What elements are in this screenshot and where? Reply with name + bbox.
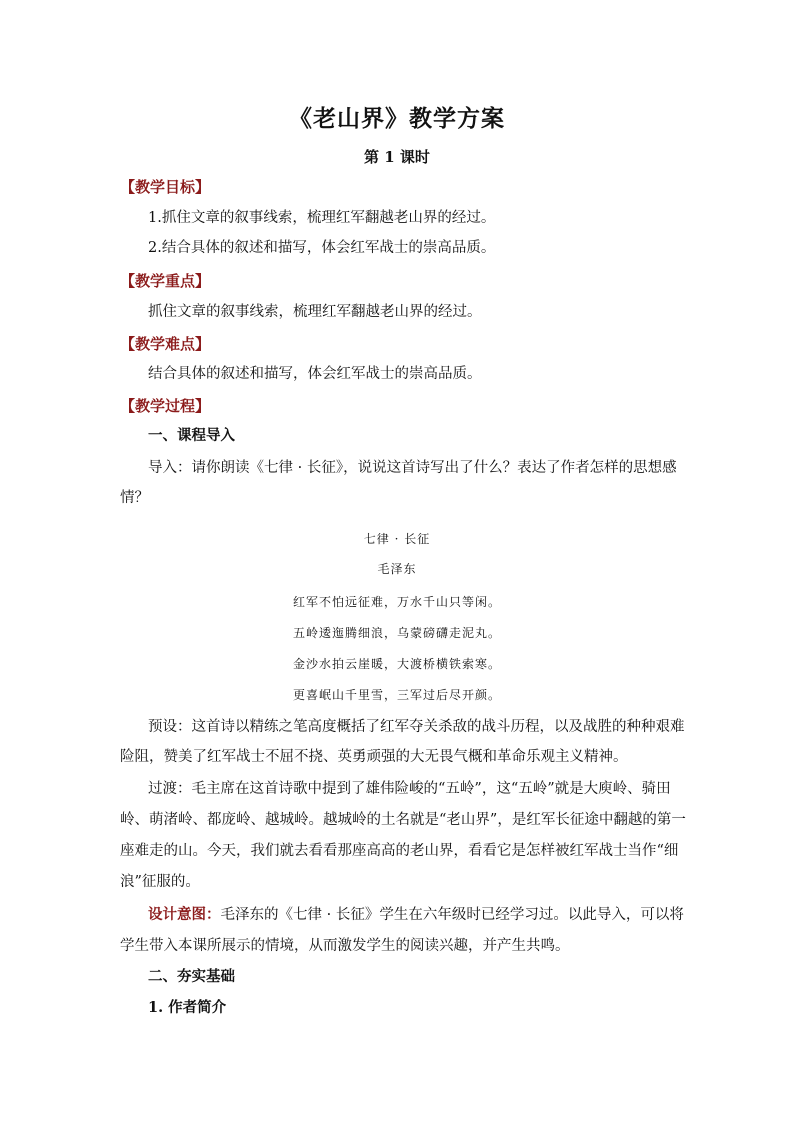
transition-text-line-3: 座难走的山。今天，我们就去看看那座高高的老山界，看看它是怎样被红军战士当作“细	[120, 843, 679, 859]
poem-author: 毛泽东	[377, 562, 417, 576]
intro-text-line-1: 导入：请你朗读《七律 · 长征》，说说这首诗写出了什么？表达了作者怎样的思想感	[148, 460, 677, 476]
poem-line-2: 五岭逶迤腾细浪，乌蒙磅礴走泥丸。	[292, 626, 501, 640]
poem-title: 七律 · 长征	[363, 532, 431, 546]
section-heading-goals: 【教学目标】	[120, 178, 211, 196]
design-intent-text: 毛泽东的《七律 · 长征》学生在六年级时已经学习过。以此导入，可以将	[220, 907, 684, 923]
preset-text-line-2: 险阻，赞美了红军战士不屈不挠、英勇顽强的大无畏气概和革命乐观主义精神。	[120, 749, 628, 765]
goal-item-2: 2.结合具体的叙述和描写，体会红军战士的崇高品质。	[148, 240, 496, 256]
goal-item-1: 1.抓住文章的叙事线索，梳理红军翻越老山界的经过。	[148, 210, 496, 226]
design-intent-line-1	[148, 905, 684, 925]
preset-text-line-1: 预设：这首诗以精练之笔高度概括了红军夺关杀敌的战斗历程，以及战胜的种种艰难	[148, 719, 685, 735]
poem-line-4: 更喜岷山千里雪，三军过后尽开颜。	[292, 688, 501, 702]
poem-line-3: 金沙水拍云崖暖，大渡桥横铁索寒。	[292, 657, 501, 671]
step-heading-intro: 一、课程导入	[148, 427, 235, 444]
lesson-period: 第 1 课时	[364, 148, 430, 166]
difficulty-text: 结合具体的叙述和描写，体会红军战士的崇高品质。	[148, 366, 482, 382]
transition-text-line-2: 岭、萌渚岭、都庞岭、越城岭。越城岭的土名就是“老山界”，是红军长征途中翻越的第一	[120, 812, 686, 828]
step-heading-basics: 二、夯实基础	[148, 968, 235, 985]
section-heading-process: 【教学过程】	[120, 397, 211, 415]
design-intent-label: 设计意图：	[148, 906, 221, 923]
transition-text-line-1: 过渡：毛主席在这首诗歌中提到了雄伟险峻的“五岭”，这“五岭”就是大庾岭、骑田	[148, 781, 671, 797]
subheading-author-intro: 1. 作者简介	[148, 999, 227, 1016]
section-heading-key-point: 【教学重点】	[120, 272, 211, 290]
section-heading-difficulty: 【教学难点】	[120, 335, 211, 353]
design-intent-line-2: 学生带入本课所展示的情境，从而激发学生的阅读兴趣，并产生共鸣。	[120, 938, 570, 954]
transition-text-line-4: 浪”征服的。	[120, 874, 200, 890]
intro-text-line-2: 情？	[120, 490, 149, 506]
page-title: 《老山界》教学方案	[289, 105, 505, 132]
poem-line-1: 红军不怕远征难，万水千山只等闲。	[292, 595, 501, 609]
key-point-text: 抓住文章的叙事线索，梳理红军翻越老山界的经过。	[148, 304, 482, 320]
